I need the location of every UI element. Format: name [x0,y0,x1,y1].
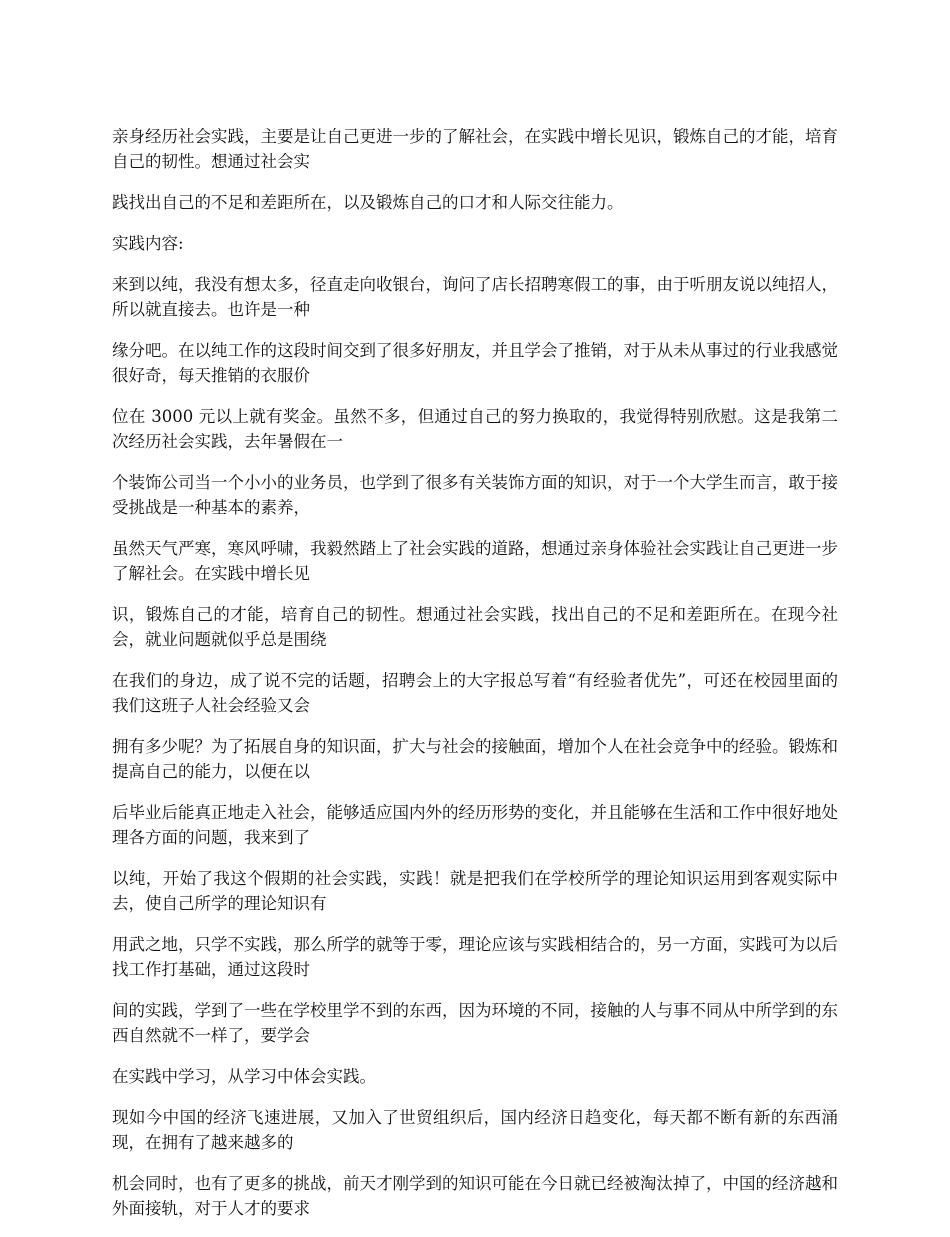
paragraph: 来到以纯，我没有想太多，径直走向收银台，询问了店长招聘寒假工的事，由于听朋友说以纯招人，所以就直接去。也许是一种 [112,275,838,319]
paragraph: 在实践中学习，从学习中体会实践。 [112,1067,376,1086]
paragraph: 缘分吧。在以纯工作的这段时间交到了很多好朋友，并且学会了推销，对于从未从事过的行业我感觉很好奇，每天推销的衣服价 [112,341,838,385]
paragraph: 机会同时，也有了更多的挑战，前天才刚学到的知识可能在今日就已经被淘汰掉了，中国的经济越和外面接轨，对于人才的要求 [112,1174,838,1218]
document-body [112,124,838,1237]
paragraph: 位在 3000 元以上就有奖金。虽然不多，但通过自己的努力换取的，我觉得特别欣慰。这是我第二次经历社会实践，去年暑假在一 [112,407,838,451]
paragraph: 以纯，开始了我这个假期的社会实践，实践！就是把我们在学校所学的理论知识运用到客观实际中去，使自己所学的理论知识有 [112,869,838,913]
paragraph: 识，锻炼自己的才能，培育自己的韧性。想通过社会实践，找出自己的不足和差距所在。在现今社会，就业问题就似乎总是围绕 [112,605,838,649]
paragraph: 后毕业后能真正地走入社会，能够适应国内外的经历形势的变化，并且能够在生活和工作中很好地处理各方面的问题，我来到了 [112,803,838,847]
paragraph: 虽然天气严寒，寒风呼啸，我毅然踏上了社会实践的道路，想通过亲身体验社会实践让自己更进一步了解社会。在实践中增长见 [112,539,838,583]
paragraph: 用武之地，只学不实践，那么所学的就等于零，理论应该与实践相结合的，另一方面，实践可为以后找工作打基础，通过这段时 [112,935,838,979]
section-heading: 实践内容: [112,234,184,253]
paragraph: 在我们的身边，成了说不完的话题，招聘会上的大字报总写着“有经验者优先”，可还在校园里面的我们这班子人社会经验又会 [112,671,838,715]
paragraph: 间的实践，学到了一些在学校里学不到的东西，因为环境的不同，接触的人与事不同从中所学到的东西自然就不一样了，要学会 [112,1001,838,1045]
paragraph: 拥有多少呢？为了拓展自身的知识面，扩大与社会的接触面，增加个人在社会竞争中的经验。锻炼和提高自己的能力，以便在以 [112,737,838,781]
paragraph: 个装饰公司当一个小小的业务员，也学到了很多有关装饰方面的知识，对于一个大学生而言，敢于接受挑战是一种基本的素养， [112,473,838,517]
paragraph: 践找出自己的不足和差距所在，以及锻炼自己的口才和人际交往能力。 [112,193,624,212]
paragraph: 现如今中国的经济飞速进展，又加入了世贸组织后，国内经济日趋变化，每天都不断有新的东西涌现，在拥有了越来越多的 [112,1108,838,1152]
paragraph: 亲身经历社会实践，主要是让自己更进一步的了解社会，在实践中增长见识，锻炼自己的才能，培育自己的韧性。想通过社会实 [112,127,838,171]
